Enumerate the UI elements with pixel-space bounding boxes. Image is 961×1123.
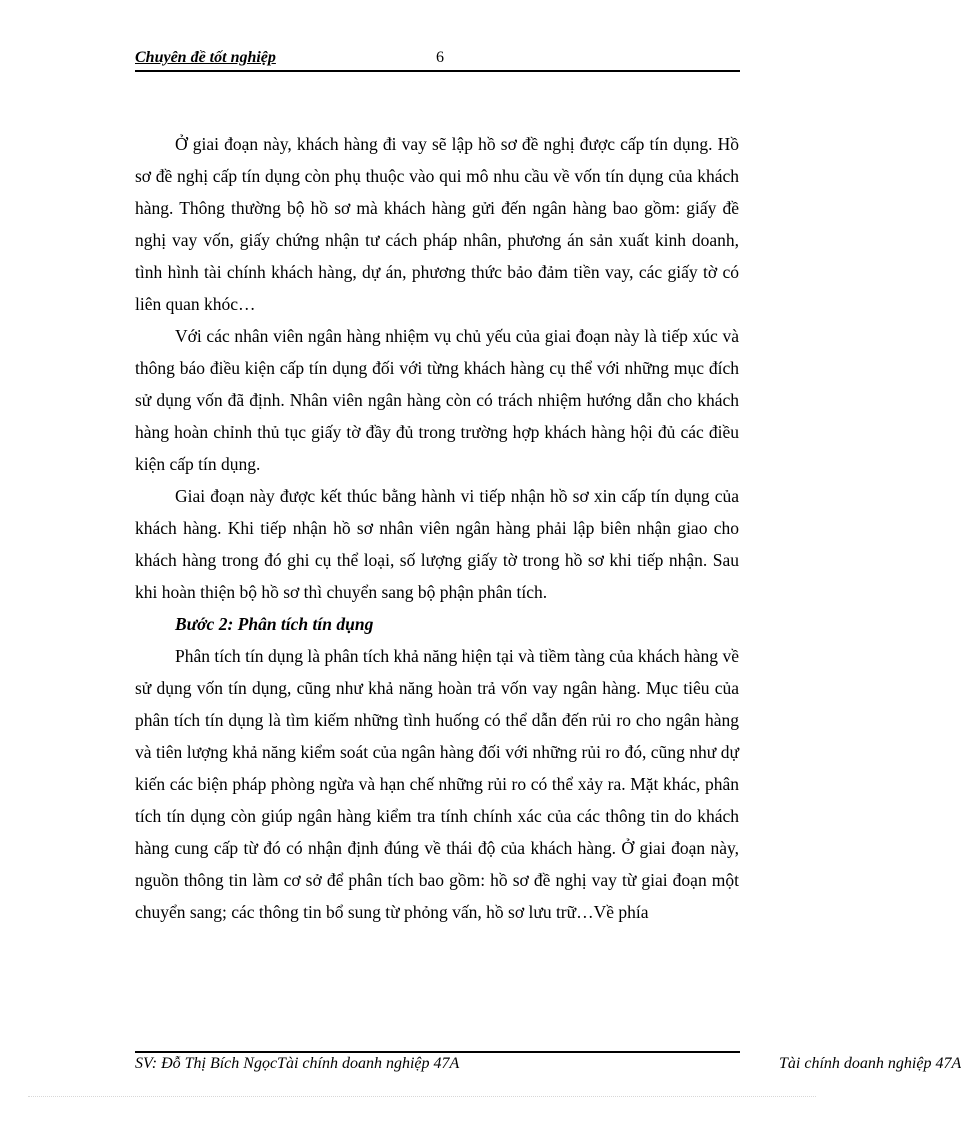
header-title: Chuyên đề tốt nghiệp [135, 49, 276, 66]
paragraph-3: Giai đoạn này được kết thúc bằng hành vi tiếp nhận hồ sơ xin cấp tín dụng của khách hàng. Khi tiếp nhận hồ sơ nhân viên ngân hàng phải lập biên nhận giao cho khách hàng trong đó ghi cụ thể loại, số lượng giấy tờ trong hồ sơ khi tiếp nhận. Sau khi hoàn thiện bộ hồ sơ thì chuyển sang bộ phận phân tích. [135, 486, 739, 602]
page-number: 6 [436, 49, 444, 66]
section-heading: Bước 2: Phân tích tín dụng [175, 614, 374, 634]
paragraph-2: Với các nhân viên ngân hàng nhiệm vụ chủ yếu của giai đoạn này là tiếp xúc và thông báo điều kiện cấp tín dụng đối với từng khách hàng cụ thể với những mục đích sử dụng vốn đã định. Nhân viên ngân hàng còn có trách nhiệm hướng dẫn cho khách hàng hoàn chỉnh thủ tục giấy tờ đầy đủ trong trường hợp khách hàng hội đủ các điều kiện cấp tín dụng. [135, 326, 739, 474]
footer-author: SV: Đỗ Thị Bích NgọcTài chính doanh nghiệp 47A [135, 1055, 460, 1072]
document-body [135, 128, 739, 928]
footer-rule [135, 1051, 740, 1053]
paragraph-4: Phân tích tín dụng là phân tích khả năng hiện tại và tiềm tàng của khách hàng về sử dụng vốn tín dụng, cũng như khả năng hoàn trả vốn vay ngân hàng. Mục tiêu của phân tích tín dụng là tìm kiếm những tình huống có thể dẫn đến rủi ro cho ngân hàng và tiên lượng khả năng kiểm soát của ngân hàng đối với những rủi ro đó, cũng như dự kiến các biện pháp phòng ngừa và hạn chế những rủi ro có thể xảy ra. Mặt khác, phân tích tín dụng còn giúp ngân hàng kiểm tra tính chính xác của các thông tin do khách hàng cung cấp từ đó có nhận định đúng về thái độ của khách hàng. Ở giai đoạn này, nguồn thông tin làm cơ sở để phân tích bao gồm: hồ sơ đề nghị vay từ giai đoạn một chuyển sang; các thông tin bổ sung từ phỏng vấn, hồ sơ lưu trữ…Về phía [135, 646, 739, 922]
page-header [135, 48, 740, 72]
footer-course: Tài chính doanh nghiệp 47A [779, 1055, 961, 1072]
page-edge-divider [28, 1096, 816, 1097]
paragraph-1: Ở giai đoạn này, khách hàng đi vay sẽ lập hồ sơ đề nghị được cấp tín dụng. Hồ sơ đề nghị cấp tín dụng còn phụ thuộc vào qui mô nhu cầu về vốn tín dụng của khách hàng. Thông thường bộ hồ sơ mà khách hàng gửi đến ngân hàng bao gồm: giấy đề nghị vay vốn, giấy chứng nhận tư cách pháp nhân, phương án sản xuất kinh doanh, tình hình tài chính khách hàng, dự án, phương thức bảo đảm tiền vay, các giấy tờ có liên quan khóc… [135, 134, 739, 314]
